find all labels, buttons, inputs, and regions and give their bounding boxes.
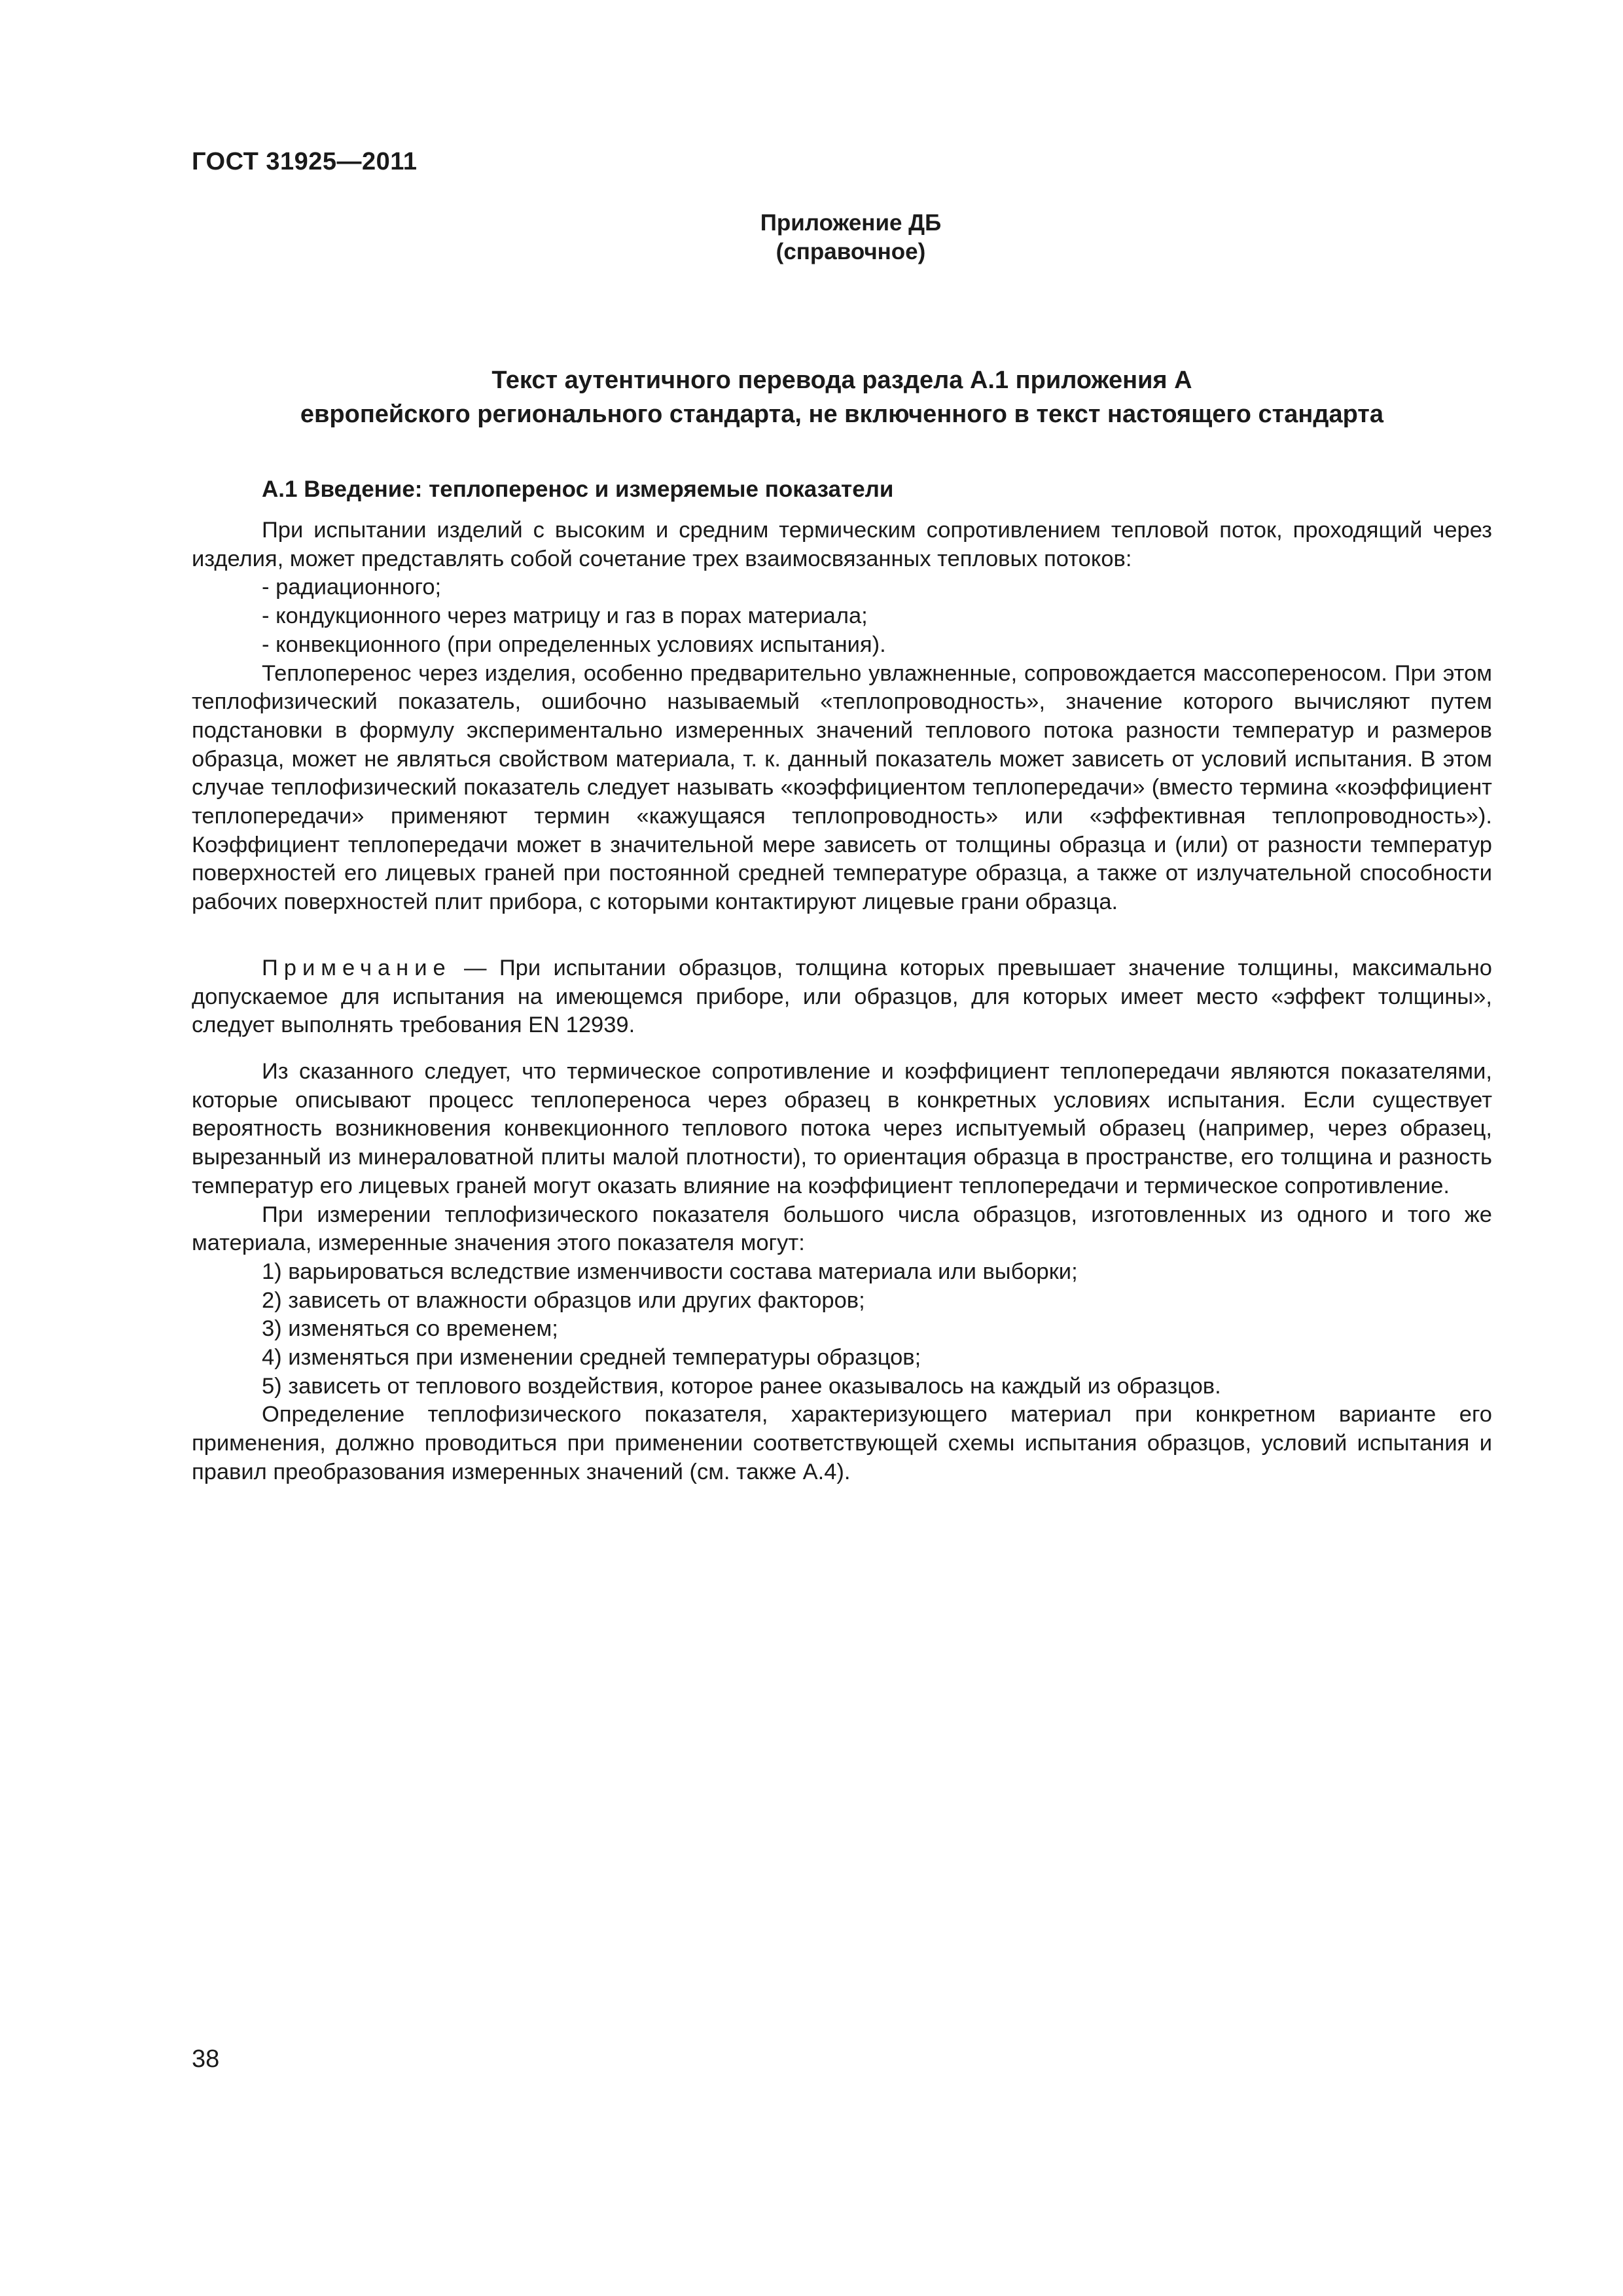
document-title-line-1: Текст аутентичного перевода раздела А.1 приложения А <box>491 367 1192 394</box>
list-item: 3) изменяться со временем; <box>262 1316 558 1342</box>
list-item: 1) варьироваться вследствие изменчивости состава материала или выборки; <box>262 1259 1078 1284</box>
note-text: — При испытании образцов, толщина которых превышает значение толщины, максимально допускаемое для испытания на имеющемся приборе, или образцов, для которых имеет место «эффект толщины», следует выполнять требования EN 12939. <box>192 956 1492 1038</box>
section-body-part-2 <box>192 1058 1492 1487</box>
paragraph-intro: При испытании изделий с высоким и средним термическим сопротивлением тепловой поток, проходящий через изделия, может представлять собой сочетание трех взаимосвязанных тепловых потоков: <box>192 518 1492 571</box>
paragraph-conclusion: Из сказанного следует, что термическое сопротивление и коэффициент теплопередачи являются показателями, которые описывают процесс теплопереноса через образец в конкретных условиях испытания. Если существует вероятность возникновения конвекционного теплового потока через испытуемый образец (например, через образец, вырезанный из минераловатной плиты малой плотности), то ориентация образца в пространстве, его толщина и разность температур его лицевых граней могут оказать влияние на коэффициент теплопередачи и термическое сопротивление. <box>192 1059 1492 1198</box>
list-item: 2) зависеть от влажности образцов или других факторов; <box>262 1287 865 1313</box>
document-title-line-2: европейского регионального стандарта, не включенного в текст настоящего стандарта <box>300 401 1384 428</box>
list-item: - кондукционного через матрицу и газ в порах материала; <box>262 603 868 629</box>
paragraph-heat-transfer: Теплоперенос через изделия, особенно предварительно увлажненные, сопровождается массопереносом. При этом теплофизический показатель, ошибочно называемый «теплопроводность», значение которого вычисляют путем подстановки в формулу экспериментально измеренных значений теплового потока разности температур и размеров образца, может не являться свойством материала, т. к. данный показатель может зависеть от условий испытания. В этом случае теплофизический показатель следует называть «коэффициентом теплопередачи» (вместо термина «коэффициент теплопередачи» применяют термин «кажущаяся теплопроводность» или «эффективная теплопроводность»). Коэффициент теплопередачи может в значительной мере зависеть от толщины образца и (или) от разности температур поверхностей его лицевых граней при постоянной средней температуре образца, а также от излучательной способности рабочих поверхностей плит прибора, с которыми контактируют лицевые грани образца. <box>192 660 1492 915</box>
note-paragraph <box>192 954 1492 1040</box>
note-label: Примечание <box>262 956 452 980</box>
list-item: - радиационного; <box>262 575 442 600</box>
document-title <box>192 363 1492 431</box>
page-number: 38 <box>192 2045 220 2073</box>
document-code: ГОСТ 31925—2011 <box>192 148 418 175</box>
paragraph-measurement: При измерении теплофизического показателя большого числа образцов, изготовленных из одного и того же материала, измеренные значения этого показателя могут: <box>192 1202 1492 1256</box>
paragraph-definition: Определение теплофизического показателя, характеризующего материал при конкретном варианте его применения, должно проводиться при применении соответствующей схемы испытания образцов, условий испытания и правил преобразования измеренных значений (см. также А.4). <box>192 1402 1492 1484</box>
list-item: 4) изменяться при изменении средней температуры образцов; <box>262 1345 921 1371</box>
list-item: 5) зависеть от теплового воздействия, которое ранее оказывалось на каждый из образцов. <box>262 1373 1221 1399</box>
appendix-title: Приложение ДБ <box>760 210 942 236</box>
list-item: - конвекционного (при определенных условиях испытания). <box>262 632 886 657</box>
note-block <box>192 954 1492 1040</box>
section-heading: А.1 Введение: теплоперенос и измеряемые показатели <box>262 476 894 502</box>
appendix-label <box>654 209 1047 266</box>
section-body-part-1 <box>192 516 1492 917</box>
appendix-type: (справочное) <box>776 239 926 264</box>
